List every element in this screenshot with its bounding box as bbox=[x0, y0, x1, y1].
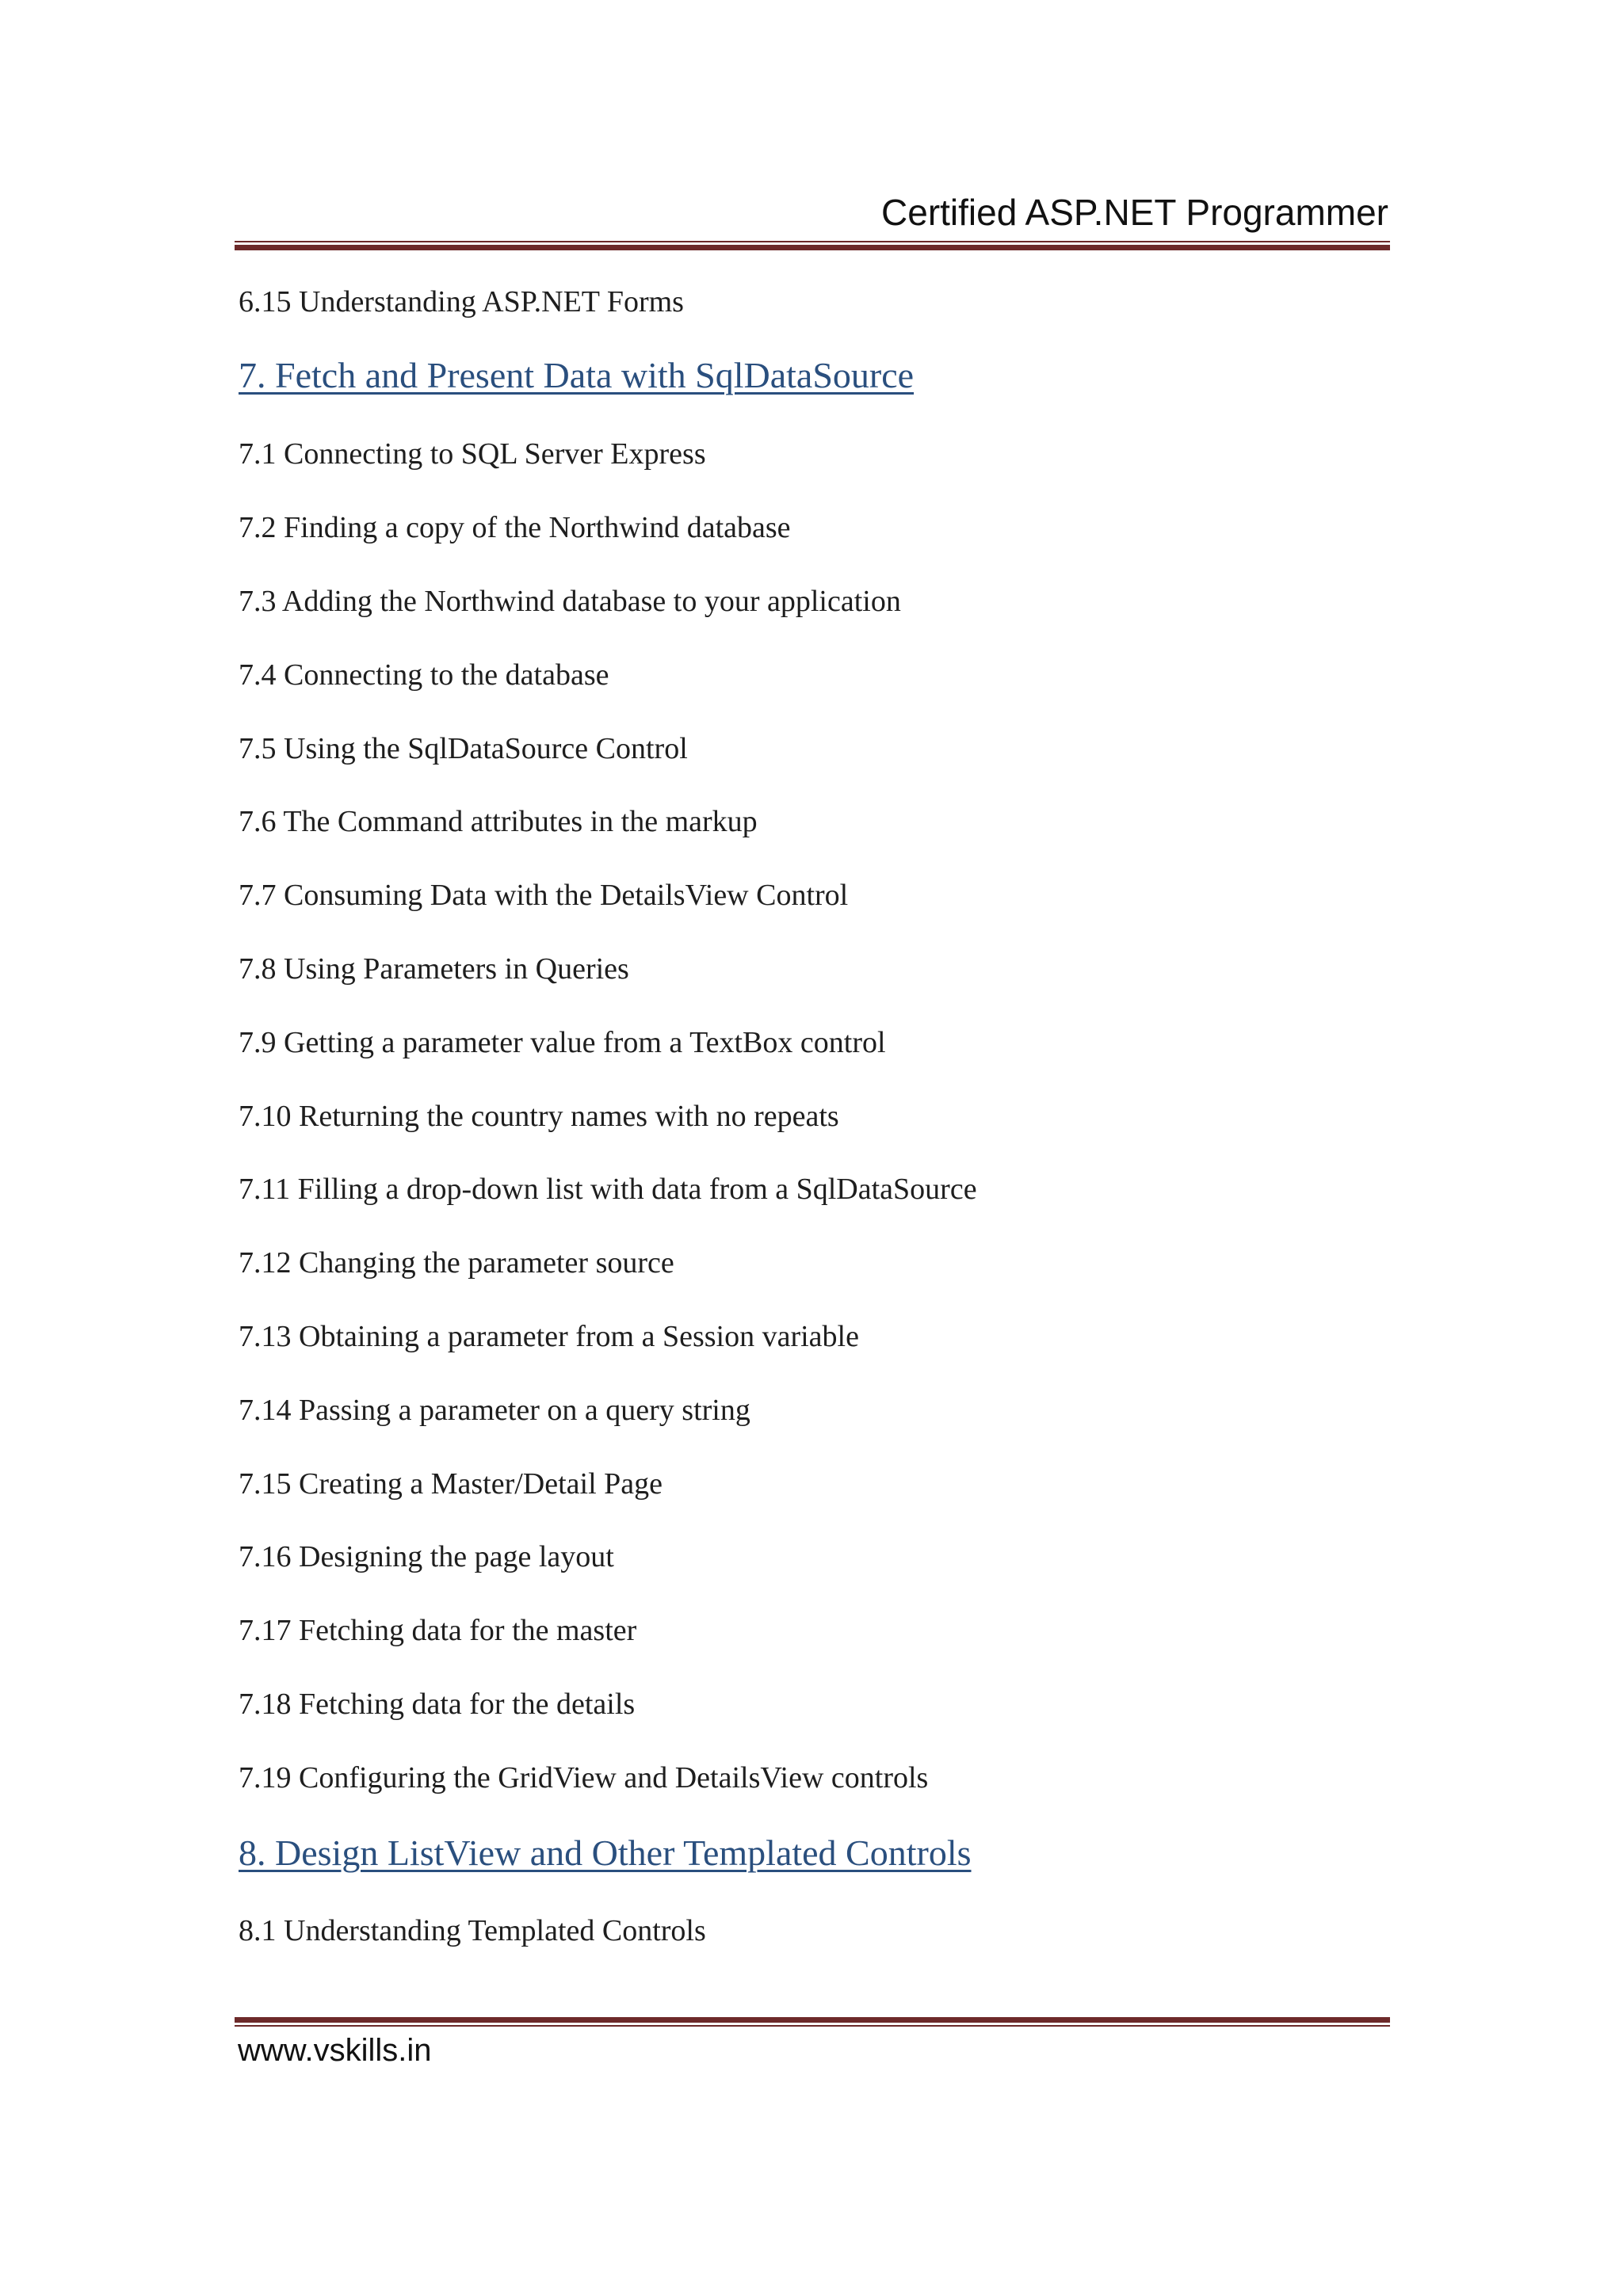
toc-item: 7.5 Using the SqlDataSource Control bbox=[239, 732, 688, 765]
header-divider bbox=[235, 241, 1390, 250]
toc-item: 7.18 Fetching data for the details bbox=[239, 1688, 636, 1721]
footer-website-url: www.vskills.in bbox=[238, 2033, 432, 2068]
toc-item: 7.13 Obtaining a parameter from a Session variable bbox=[239, 1320, 859, 1353]
toc-item: 7.12 Changing the parameter source bbox=[239, 1246, 674, 1280]
toc-item: 7.3 Adding the Northwind database to your application bbox=[239, 585, 901, 618]
footer-divider bbox=[235, 2017, 1390, 2027]
toc-item: 7.11 Filling a drop-down list with data from a SqlDataSource bbox=[239, 1173, 977, 1206]
page-header-title: Certified ASP.NET Programmer bbox=[881, 192, 1388, 233]
toc-item: 7.6 The Command attributes in the markup bbox=[239, 805, 758, 838]
toc-item: 7.19 Configuring the GridView and DetailsView controls bbox=[239, 1761, 929, 1794]
toc-item: 7.9 Getting a parameter value from a TextBox control bbox=[239, 1026, 886, 1059]
toc-section-heading-7[interactable]: 7. Fetch and Present Data with SqlDataSource bbox=[239, 355, 915, 395]
toc-item: 7.1 Connecting to SQL Server Express bbox=[239, 437, 706, 471]
toc-item: 7.14 Passing a parameter on a query string bbox=[239, 1394, 750, 1427]
toc-item: 7.15 Creating a Master/Detail Page bbox=[239, 1467, 663, 1501]
toc-item: 8.1 Understanding Templated Controls bbox=[239, 1914, 706, 1947]
toc-item: 7.10 Returning the country names with no repeats bbox=[239, 1100, 839, 1133]
toc-item: 6.15 Understanding ASP.NET Forms bbox=[239, 285, 684, 318]
toc-section-heading-8[interactable]: 8. Design ListView and Other Templated Controls bbox=[239, 1833, 972, 1873]
toc-item: 7.7 Consuming Data with the DetailsView Control bbox=[239, 879, 849, 912]
toc-item: 7.16 Designing the page layout bbox=[239, 1540, 614, 1573]
toc-item: 7.4 Connecting to the database bbox=[239, 658, 609, 692]
toc-item: 7.17 Fetching data for the master bbox=[239, 1614, 637, 1647]
toc-item: 7.2 Finding a copy of the Northwind database bbox=[239, 511, 791, 544]
toc-item: 7.8 Using Parameters in Queries bbox=[239, 952, 629, 986]
